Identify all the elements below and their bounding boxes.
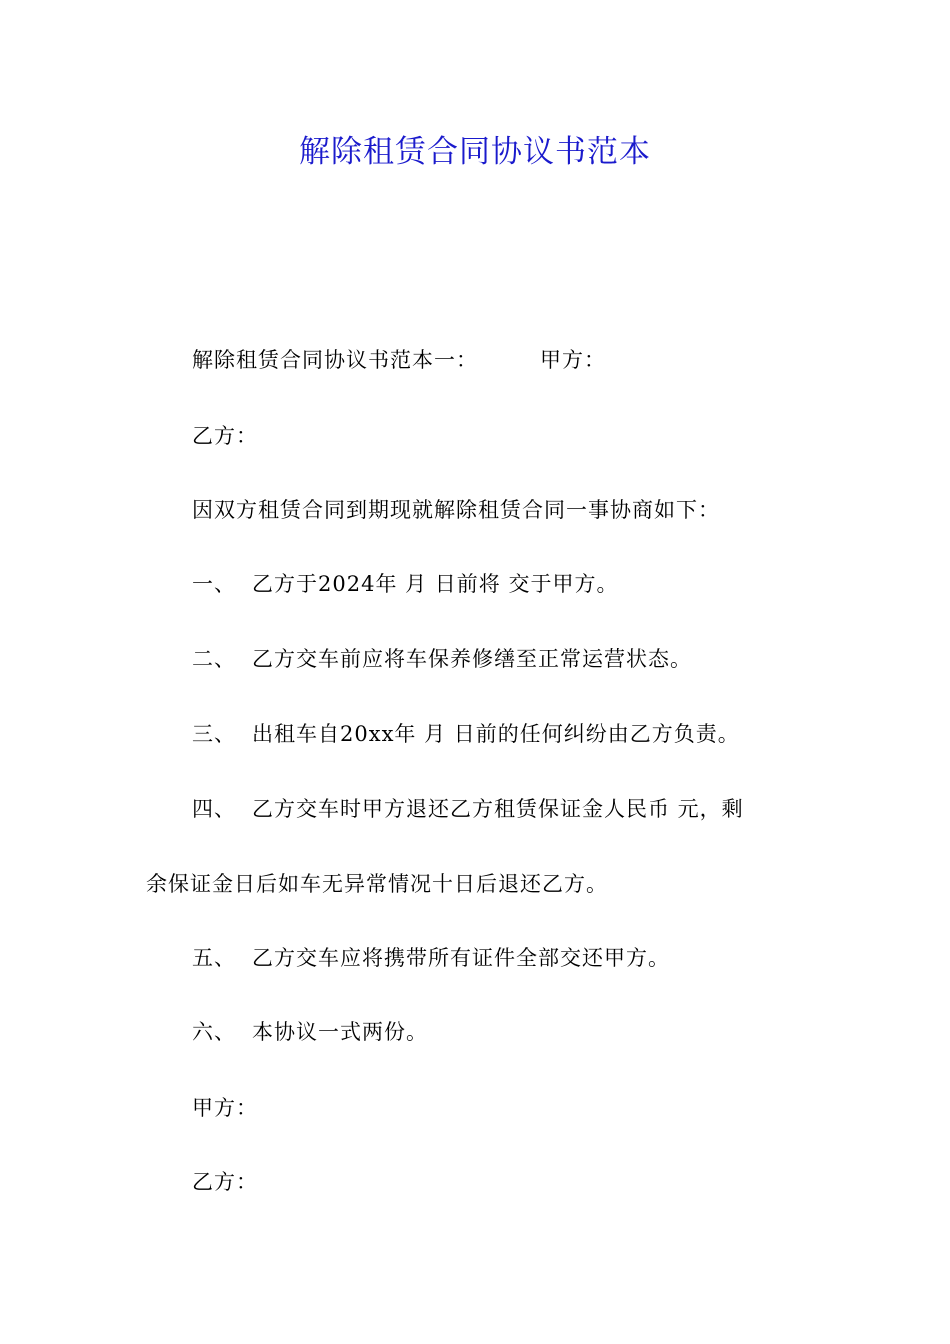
clause-3 [192, 718, 740, 750]
clause-6 [192, 1016, 428, 1048]
clause-5 [192, 942, 670, 974]
clause-text: 本协议一式两份。 [252, 1020, 428, 1044]
intro-line [192, 344, 606, 376]
clause-number: 四、 [192, 797, 236, 821]
clause-text: 乙方交车时甲方退还乙方租赁保证金人民币 元，剩 [252, 797, 744, 821]
clause-text: 出租车自20xx年 月 日前的任何纠纷由乙方负责。 [252, 722, 740, 746]
clause-number: 一、 [192, 572, 236, 596]
clause-text: 乙方交车前应将车保养修缮至正常运营状态。 [252, 647, 692, 671]
clause-4 [192, 793, 744, 825]
clause-1 [192, 568, 618, 600]
signature-party-a: 甲方： [192, 1096, 258, 1120]
clause-number: 三、 [192, 722, 236, 746]
party-a-header: 甲方： [540, 348, 606, 372]
clause-4-continued [146, 868, 608, 900]
party-b-header: 乙方： [192, 424, 258, 448]
clause-number: 六、 [192, 1020, 236, 1044]
clause-text: 余保证金日后如车无异常情况十日后退还乙方。 [146, 872, 608, 896]
clause-number: 二、 [192, 647, 236, 671]
clause-number: 五、 [192, 946, 236, 970]
document-title: 解除租赁合同协议书范本 [299, 134, 651, 170]
signature-party-b: 乙方： [192, 1170, 258, 1194]
clause-text: 乙方交车应将携带所有证件全部交还甲方。 [252, 946, 670, 970]
clause-2 [192, 643, 692, 675]
preamble: 因双方租赁合同到期现就解除租赁合同一事协商如下： [192, 498, 720, 522]
clause-text: 乙方于2024年 月 日前将 交于甲方。 [252, 572, 619, 596]
intro-label: 解除租赁合同协议书范本一： [192, 348, 478, 372]
